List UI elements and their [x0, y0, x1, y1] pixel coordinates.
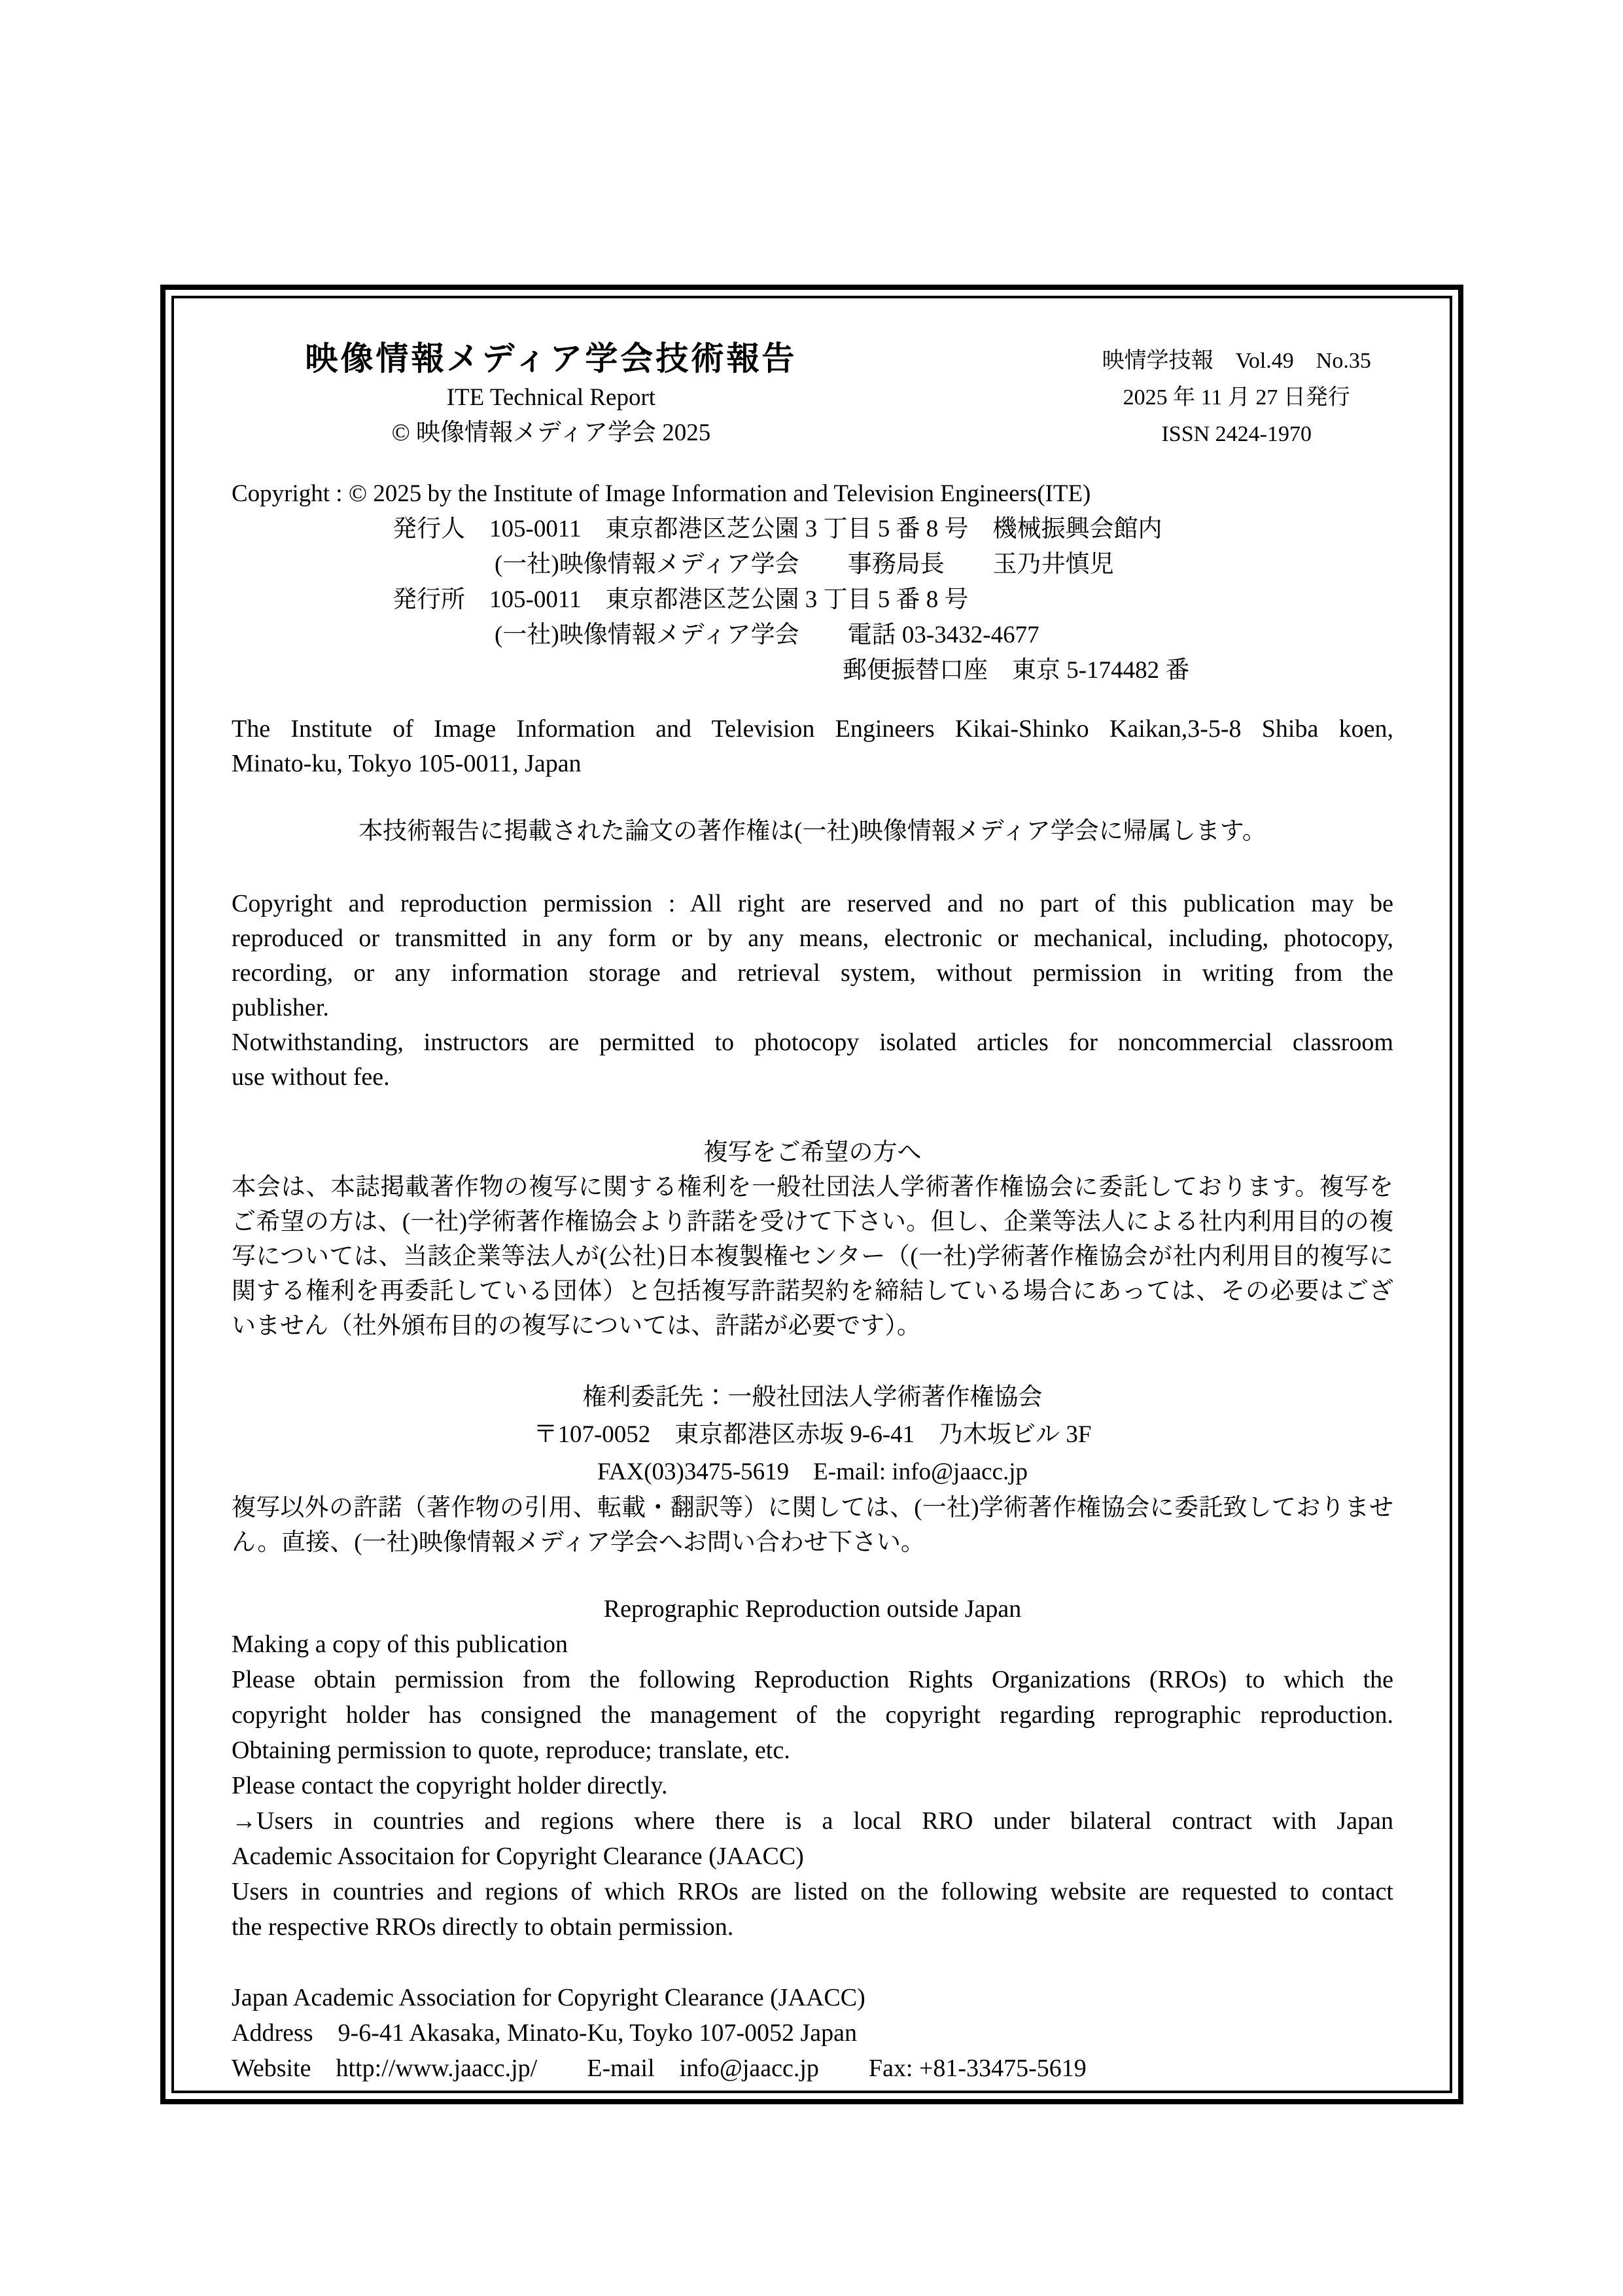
header — [232, 339, 1393, 453]
permission-line-1: Copyright and reproduction permission : All right are reserved and no part of this publication may be — [232, 890, 1393, 917]
copy-request-line-1: 本会は、本誌掲載著作物の複写に関する権利を一般社団法人学術著作権協会に委託しております。複写を — [232, 1174, 1393, 1201]
reprographic-line-6: →Users in countries and regions where there is a local RRO under bilateral contract with Japan — [232, 1807, 1393, 1835]
jaacc-contact-block — [232, 1980, 1393, 2086]
copy-request-section — [232, 1135, 1393, 1343]
consignee-address-line: 〒107-0052 東京都港区赤坂 9-6-41 乃木坂ビル 3F — [533, 1421, 1092, 1448]
permission-line-4: publisher. — [232, 994, 329, 1021]
reprographic-line-8: Users in countries and regions of which RROs are listed on the following website are requested to contact — [232, 1878, 1393, 1905]
copy-request-line-5: いません（社外頒布目的の複写については、許諾が必要です）。 — [232, 1313, 921, 1339]
institute-address-line-2: Minato-ku, Tokyo 105-0011, Japan — [232, 750, 582, 777]
colophon-frame — [160, 285, 1463, 2104]
publisher-office-line: 発行所 105-0011 東京都港区芝公園 3 丁目 5 番 8 号 — [393, 586, 969, 613]
imprint-copyright-line: Copyright : © 2025 by the Institute of Image Information and Television Engineers(ITE) — [232, 480, 1091, 507]
jaacc-name-line: Japan Academic Association for Copyright Clearance (JAACC) — [232, 1984, 865, 2011]
other-permission-line-2: ん。直接、(一社)映像情報メディア学会へお問い合わせ下さい。 — [232, 1529, 925, 1556]
reprographic-line-3: copyright holder has consigned the management of the copyright regarding reprographic reproduction. — [232, 1701, 1393, 1729]
permission-line-3: recording, or any information storage and retrieval system, without permission in writing from the — [232, 959, 1393, 987]
issue-issn-line: ISSN 2424-1970 — [1161, 422, 1312, 446]
permission-paragraph — [232, 887, 1393, 1095]
issue-date-line: 2025 年 11 月 27 日発行 — [1123, 385, 1350, 410]
imprint-block — [232, 476, 1393, 688]
copy-request-line-2: ご希望の方は、(一社)学術著作権協会より許諾を受けて下さい。但し、企業等法人による社内利用目的の複 — [232, 1209, 1393, 1235]
other-permission-line-1: 複写以外の許諾（著作物の引用、転載・翻訳等）に関しては、(一社)学術著作権協会に委託致しておりませ — [232, 1494, 1393, 1521]
reprographic-line-5: Please contact the copyright holder directly. — [232, 1772, 668, 1799]
institute-address-block — [232, 712, 1393, 781]
colophon-frame-inner-border — [171, 296, 1452, 2093]
society-copyright-line: © 映像情報メディア学会 2025 — [391, 419, 711, 446]
consignee-contact-line: FAX(03)3475-5619 E-mail: info@jaacc.jp — [597, 1458, 1028, 1485]
publisher-office-org-line: (一社)映像情報メディア学会 電話 03-3432-4677 — [495, 622, 1039, 648]
reprographic-line-2: Please obtain permission from the following Reproduction Rights Organizations (RROs) to which the — [232, 1666, 1393, 1693]
publisher-person-line: 発行人 105-0011 東京都港区芝公園 3 丁目 5 番 8 号 機械振興会館内 — [393, 516, 1162, 542]
header-left-block — [232, 339, 871, 449]
reprographic-line-1: Making a copy of this publication — [232, 1631, 568, 1658]
permission-line-2: reproduced or transmitted in any form or by any means, electronic or mechanical, including, photocopy, — [232, 925, 1393, 952]
issue-abbrev-line: 映情学技報 Vol.49 No.35 — [1102, 349, 1371, 373]
jaacc-address-line: Address 9-6-41 Akasaka, Minato-Ku, Toyko 107-0052 Japan — [232, 2019, 857, 2047]
issue-info-block — [1079, 339, 1393, 453]
jaacc-website-line: Website http://www.jaacc.jp/ E-mail info@jaacc.jp Fax: +81-33475-5619 — [232, 2055, 1087, 2082]
consignee-block — [232, 1379, 1393, 1491]
reprographic-heading: Reprographic Reproduction outside Japan — [603, 1595, 1022, 1623]
permission-line-5: Notwithstanding, instructors are permitted to photocopy isolated articles for noncommercial classroom — [232, 1029, 1393, 1056]
permission-line-6: use without fee. — [232, 1063, 390, 1091]
report-title-ja: 映像情報メディア学会技術報告 — [305, 340, 797, 377]
copy-request-line-3: 写については、当該企業等法人が(公社)日本複製権センター（(一社)学術著作権協会が社内利用目的複写に — [232, 1243, 1393, 1270]
copy-request-line-4: 関する権利を再委託している団体）と包括複写許諾契約を締結している場合にあっては、その必要はござ — [232, 1278, 1393, 1305]
reprographic-line-4: Obtaining permission to quote, reproduce; translate, etc. — [232, 1737, 790, 1764]
colophon-content — [174, 298, 1450, 2086]
reprographic-section — [232, 1591, 1393, 1945]
copyright-ja-line: 本技術報告に掲載された論文の著作権は(一社)映像情報メディア学会に帰属します。 — [358, 818, 1266, 845]
postal-transfer-line: 郵便振替口座 東京 5-174482 番 — [843, 657, 1190, 684]
reprographic-line-7: Academic Associtaion for Copyright Clearance (JAACC) — [232, 1843, 804, 1870]
copy-request-heading: 複写をご希望の方へ — [703, 1139, 922, 1166]
report-title-en: ITE Technical Report — [446, 384, 656, 411]
reprographic-line-9: the respective RROs directly to obtain permission. — [232, 1913, 734, 1941]
consignee-line: 権利委託先：一般社団法人学術著作権協会 — [582, 1384, 1043, 1411]
other-permission-paragraph — [232, 1491, 1393, 1560]
institute-address-line-1: The Institute of Image Information and Television Engineers Kikai-Shinko Kaikan,3-5-8 Shiba koen, — [232, 715, 1393, 743]
publisher-person-org-line: (一社)映像情報メディア学会 事務局長 玉乃井慎児 — [495, 551, 1114, 578]
